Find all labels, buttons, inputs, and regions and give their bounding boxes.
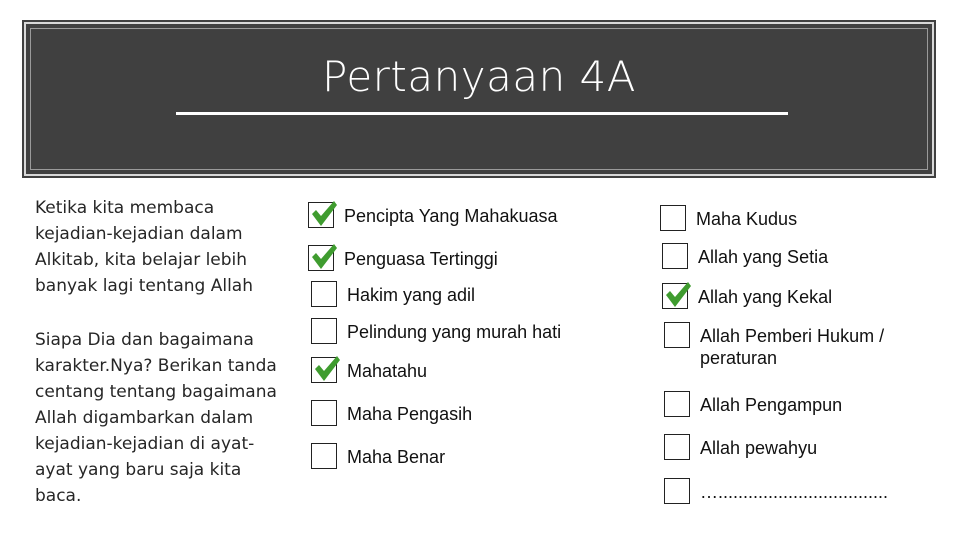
option-label: Maha Pengasih: [347, 404, 473, 424]
option-label: Allah yang Setia: [698, 247, 829, 267]
checkbox[interactable]: [662, 243, 688, 269]
checkbox[interactable]: [311, 443, 337, 469]
option-label: Pencipta Yang Mahakuasa: [344, 206, 558, 226]
left-option-2[interactable]: [311, 281, 475, 307]
option-label: Pelindung yang murah hati: [347, 322, 562, 342]
checkbox[interactable]: [311, 318, 337, 344]
intro-paragraph: Ketika kita membaca kejadian-kejadian dalam Alkitab, kita belajar lebih banyak lagi tentang Allah: [35, 198, 253, 296]
checkbox[interactable]: [311, 281, 337, 307]
checkbox[interactable]: [664, 322, 690, 348]
checkmark-icon: [310, 352, 342, 384]
option-label: Maha Kudus: [696, 209, 798, 229]
left-option-6[interactable]: [311, 443, 445, 469]
left-option-4[interactable]: [311, 357, 427, 383]
option-label: Maha Benar: [347, 447, 446, 467]
checkbox[interactable]: [660, 205, 686, 231]
right-option-6[interactable]: [664, 478, 888, 504]
option-label: Hakim yang adil: [347, 285, 476, 305]
checkbox[interactable]: [308, 245, 334, 271]
left-option-0[interactable]: [308, 202, 558, 228]
checkbox[interactable]: [662, 283, 688, 309]
right-option-1[interactable]: [662, 243, 828, 269]
title-banner: [24, 22, 934, 176]
checkbox[interactable]: [664, 391, 690, 417]
checkmark-icon: [661, 278, 693, 310]
option-label: …..................................: [700, 482, 889, 502]
left-option-5[interactable]: [311, 400, 472, 426]
checkmark-icon: [307, 240, 339, 272]
checkbox[interactable]: [664, 434, 690, 460]
right-option-2[interactable]: [662, 283, 832, 309]
option-label: Allah Pemberi Hukum / peraturan: [700, 326, 885, 368]
option-label: Allah Pengampun: [700, 395, 843, 415]
page-title: Pertanyaan 4A: [321, 52, 636, 101]
right-option-3[interactable]: [664, 322, 884, 369]
option-label: Allah pewahyu: [700, 438, 818, 458]
right-option-4[interactable]: [664, 391, 842, 417]
instruction-paragraph: Siapa Dia dan bagaimana karakter.Nya? Berikan tanda centang tentang bagaimana Allah digambarkan dalam kejadian-kejadian di ayat-ayat yang baru saja kita baca.: [35, 330, 277, 506]
right-option-5[interactable]: [664, 434, 817, 460]
left-option-3[interactable]: [311, 318, 561, 344]
option-label: Allah yang Kekal: [698, 287, 833, 307]
option-label: Mahatahu: [347, 361, 428, 381]
checkmark-icon: [307, 197, 339, 229]
option-label: Penguasa Tertinggi: [344, 249, 498, 269]
title-underline: [176, 112, 788, 115]
right-option-0[interactable]: [660, 205, 797, 231]
checkbox[interactable]: [308, 202, 334, 228]
checkbox[interactable]: [311, 357, 337, 383]
left-option-1[interactable]: [308, 245, 498, 271]
checkbox[interactable]: [311, 400, 337, 426]
checkbox[interactable]: [664, 478, 690, 504]
